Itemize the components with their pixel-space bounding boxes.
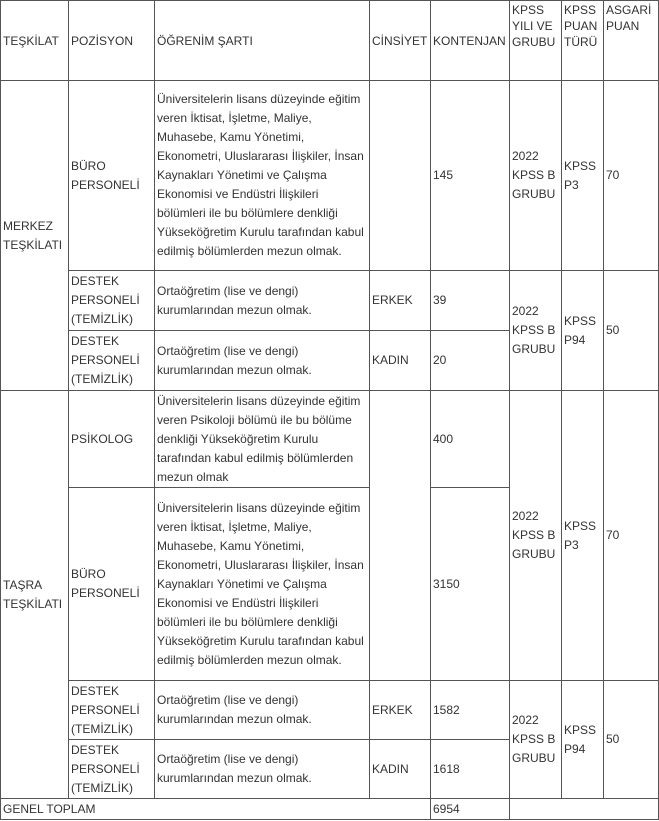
header-ogrenim: ÖĞRENİM ŞARTI [155, 1, 370, 81]
header-teskilat: TEŞKİLAT [1, 1, 69, 81]
pozisyon-cell: BÜRO PERSONELİ [69, 488, 155, 681]
kontenjan-cell: 1618 [431, 740, 510, 799]
cinsiyet-cell [370, 391, 431, 681]
header-pozisyon: POZİSYON [69, 1, 155, 81]
kpss-yili-cell: 2022 KPSS B GRUBU [510, 391, 562, 681]
header-kpss-yili: KPSS YILI VE GRUBU [510, 1, 562, 81]
pozisyon-cell: BÜRO PERSONELİ [69, 81, 155, 271]
header-cinsiyet: CİNSİYET [370, 1, 431, 81]
table-row [1, 271, 659, 331]
ogrenim-cell: Üniversitelerin lisans düzeyinde eğitim veren İktisat, İşletme, Maliye, Muhasebe, Kamu Yönetimi, Ekonometri, Uluslararası İlişkiler, İnsan Kaynakları Yönetimi ve Çalışma Ekonomisi ve Endüstri İlişkileri bölümleri ile bu bölümlere denkliği Yükseköğretim Kurulu tarafından kabul edilmiş bölümlerden mezun olmak. [155, 81, 370, 271]
header-kpss-puan: KPSS PUAN TÜRÜ [562, 1, 604, 81]
kpss-yili-cell: 2022 KPSS B GRUBU [510, 81, 562, 271]
pozisyon-cell: DESTEK PERSONELİ (TEMİZLİK) [69, 740, 155, 799]
asgari-puan-cell: 50 [604, 681, 659, 799]
cinsiyet-cell: ERKEK [370, 681, 431, 740]
kpss-yili-cell: 2022 KPSS B GRUBU [510, 271, 562, 391]
kontenjan-cell: 39 [431, 271, 510, 331]
ogrenim-cell: Ortaöğretim (lise ve dengi) kurumlarından mezun olmak. [155, 681, 370, 740]
kpss-puan-cell: KPSS P94 [562, 681, 604, 799]
header-kontenjan: KONTENJAN [431, 1, 510, 81]
total-empty-cell [510, 799, 659, 820]
kontenjan-cell: 1582 [431, 681, 510, 740]
table-row [1, 391, 659, 488]
ogrenim-cell: Ortaöğretim (lise ve dengi) kurumlarından mezun olmak. [155, 331, 370, 391]
ogrenim-cell: Ortaöğretim (lise ve dengi) kurumlarından mezun olmak. [155, 740, 370, 799]
ogrenim-cell: Ortaöğretim (lise ve dengi) kurumlarından mezun olmak. [155, 271, 370, 331]
pozisyon-cell: DESTEK PERSONELİ (TEMİZLİK) [69, 271, 155, 331]
kpss-puan-cell: KPSS P3 [562, 391, 604, 681]
pozisyon-cell: DESTEK PERSONELİ (TEMİZLİK) [69, 681, 155, 740]
pozisyon-cell: DESTEK PERSONELİ (TEMİZLİK) [69, 331, 155, 391]
kontenjan-cell: 145 [431, 81, 510, 271]
merkez-teskilat-cell: MERKEZ TEŞKİLATI [1, 81, 69, 391]
tasra-teskilat-cell: TAŞRA TEŞKİLATI [1, 391, 69, 799]
total-label: GENEL TOPLAM [1, 799, 431, 820]
kontenjan-cell: 3150 [431, 488, 510, 681]
cinsiyet-cell [370, 81, 431, 271]
table-row [1, 81, 659, 271]
table-row [1, 681, 659, 740]
ogrenim-cell: Üniversitelerin lisans düzeyinde eğitim veren Psikoloji bölümü ile bu bölüme denkliği Yükseköğretim Kurulu tarafından kabul edilmiş bölümlerden mezun olmak [155, 391, 370, 488]
kontenjan-cell: 20 [431, 331, 510, 391]
asgari-puan-cell: 70 [604, 81, 659, 271]
cinsiyet-cell: KADIN [370, 331, 431, 391]
kpss-puan-cell: KPSS P94 [562, 271, 604, 391]
kontenjan-cell: 400 [431, 391, 510, 488]
total-row [1, 799, 659, 820]
cinsiyet-cell: ERKEK [370, 271, 431, 331]
kpss-yili-cell: 2022 KPSS B GRUBU [510, 681, 562, 799]
header-row [1, 1, 659, 81]
asgari-puan-cell: 70 [604, 391, 659, 681]
cinsiyet-cell: KADIN [370, 740, 431, 799]
asgari-puan-cell: 50 [604, 271, 659, 391]
kpss-puan-cell: KPSS P3 [562, 81, 604, 271]
pozisyon-cell: PSİKOLOG [69, 391, 155, 488]
total-kontenjan: 6954 [431, 799, 510, 820]
ogrenim-cell: Üniversitelerin lisans düzeyinde eğitim veren İktisat, İşletme, Maliye, Muhasebe, Kamu Yönetimi, Ekonometri, Uluslararası İlişkiler, İnsan Kaynakları Yönetimi ve Çalışma Ekonomisi ve Endüstri İlişkileri bölümleri ile bu bölümlere denkliği Yükseköğretim Kurulu tarafından kabul edilmiş bölümlerden mezun olmak. [155, 488, 370, 681]
header-asgari: ASGARİ PUAN [604, 1, 659, 81]
